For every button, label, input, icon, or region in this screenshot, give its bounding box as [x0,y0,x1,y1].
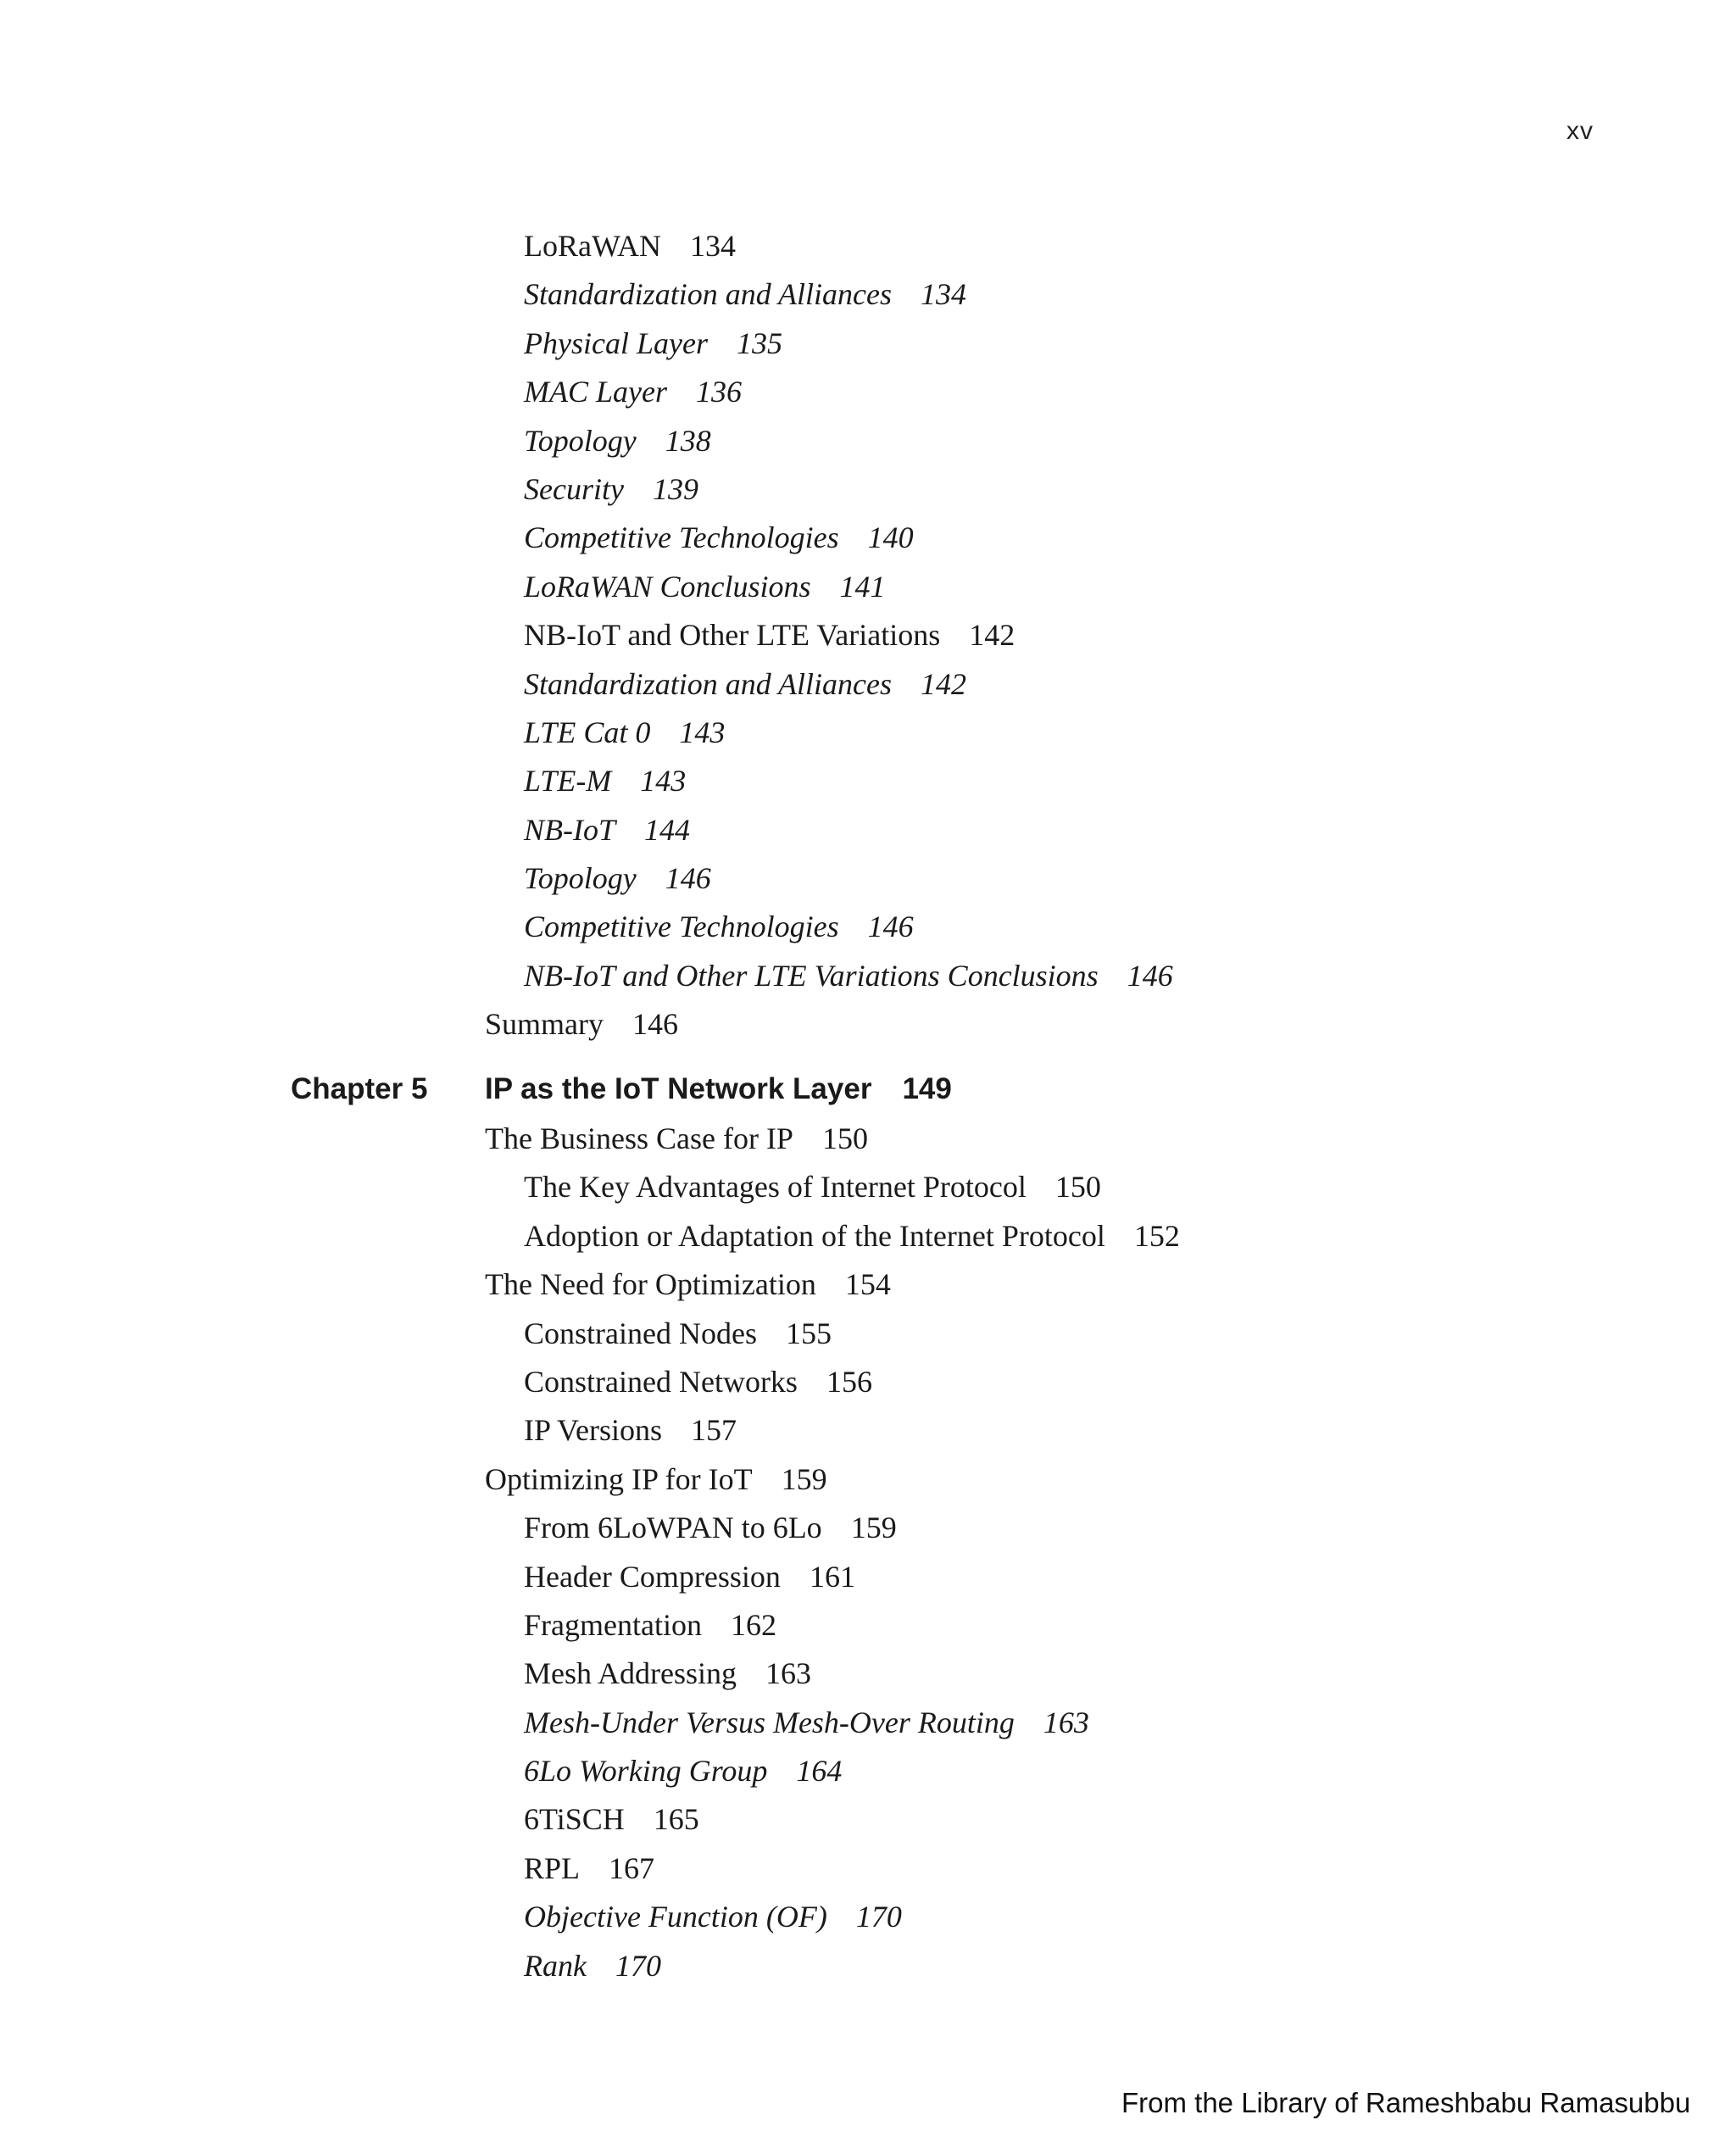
chapter-page-number: 149 [902,1072,952,1105]
toc-entry-page: 156 [826,1364,872,1399]
toc-entry-title: Constrained Nodes [524,1316,757,1350]
toc-entry [0,1000,1736,1049]
toc-entry [0,1747,1736,1795]
toc-entry-page: 134 [921,277,967,312]
toc-entry [0,1260,1736,1309]
toc-entry-title: The Key Advantages of Internet Protocol [524,1170,1027,1205]
toc-entry [0,1942,1736,1990]
toc-entry-title: IP Versions [524,1413,663,1448]
toc-entry [0,1699,1736,1747]
toc-entry-title: Standardization and Alliances [524,666,893,701]
toc-entry-page: 150 [1054,1170,1101,1205]
toc-entry-title: Mesh Addressing [524,1656,737,1691]
toc-entry [0,1358,1736,1406]
toc-entry-title: Security [524,471,624,506]
toc-entry-title: Fragmentation [524,1607,702,1642]
toc-entry-page: 162 [730,1607,776,1642]
chapter-title: IP as the IoT Network Layer [485,1072,872,1105]
chapter-heading [0,1064,1736,1115]
toc-entry [0,1310,1736,1358]
toc-entry [0,320,1736,368]
toc-entry-page: 144 [644,812,690,847]
toc-entry-page: 139 [652,471,698,506]
toc-entry-title: Constrained Networks [524,1364,798,1399]
toc-entry-page: 152 [1133,1218,1180,1253]
toc-entry-page: 142 [969,618,1015,653]
toc-entry-page: 164 [796,1754,843,1789]
toc-entry-title: Standardization and Alliances [524,277,893,312]
toc-entry [0,1553,1736,1601]
toc-entry-title: LTE-M [524,764,612,799]
toc-entry-title: 6TiSCH [524,1802,625,1837]
toc-entry [0,1845,1736,1893]
toc-entry-page: 146 [1127,958,1173,993]
toc-entry [0,1650,1736,1698]
toc-entry-page: 146 [632,1007,678,1042]
toc-entry-title: Adoption or Adaptation of the Internet Protocol [524,1218,1105,1253]
toc-entry-page: 138 [665,423,711,458]
toc-entry-title: The Need for Optimization [485,1267,816,1302]
toc-entry-title: MAC Layer [524,375,667,409]
toc-entry [0,1795,1736,1844]
toc-entry [0,222,1736,270]
toc-entry-page: 136 [695,375,742,409]
toc-entry [0,806,1736,854]
toc-entry [0,465,1736,514]
toc-entry-title: Topology [524,861,637,896]
toc-entry-page: 157 [691,1413,737,1448]
toc-entry-page: 163 [765,1656,811,1691]
toc-entry-page: 167 [609,1850,655,1885]
toc-entry [0,1455,1736,1504]
toc-entry-title: LTE Cat 0 [524,715,651,749]
toc-entry-title: Optimizing IP for IoT [485,1461,753,1496]
toc-entry-title: NB-IoT and Other LTE Variations Conclusions [524,958,1099,993]
toc-entry-page: 170 [855,1900,902,1934]
chapter-title-line [485,1064,952,1115]
toc-entry-page: 155 [785,1316,832,1350]
page-number: xv [1566,117,1594,145]
library-footer: From the Library of Rameshbabu Ramasubbu [1121,2087,1691,2118]
toc-entry [0,611,1736,659]
toc-entry-page: 146 [867,910,914,944]
toc-entry-title: NB-IoT and Other LTE Variations [524,618,941,653]
toc-entry [0,368,1736,416]
toc-entry-page: 140 [867,520,914,555]
toc-entry-page: 154 [844,1267,891,1302]
toc-entry-title: Competitive Technologies [524,520,839,555]
toc-entry [0,1212,1736,1260]
toc-entry [0,660,1736,709]
toc-entry-title: Physical Layer [524,326,708,360]
toc-entry-page: 143 [679,715,726,749]
toc-entry-page: 163 [1043,1705,1089,1739]
toc-entry [0,1406,1736,1455]
toc-entry-page: 135 [736,326,782,360]
toc-entry-page: 142 [921,666,967,701]
toc-entry [0,417,1736,465]
toc-entry-title: RPL [524,1850,581,1885]
toc-entry-page: 150 [821,1121,868,1155]
toc-entry [0,709,1736,757]
toc-entry [0,270,1736,319]
chapter-entries [0,1115,1736,1990]
toc-entry [0,563,1736,611]
toc-entry-title: LoRaWAN [524,229,661,263]
toc-entry-title: Header Compression [524,1559,781,1594]
toc-entry-page: 159 [781,1461,827,1496]
toc-entry-page: 134 [689,229,736,263]
toc-entry-title: 6Lo Working Group [524,1754,768,1789]
toc-entry [0,1601,1736,1650]
toc-entry-title: NB-IoT [524,812,615,847]
toc-entry-title: Competitive Technologies [524,910,839,944]
toc-entry-title: The Business Case for IP [485,1121,793,1155]
toc-entry-page: 146 [665,861,711,896]
toc-entry [0,1115,1736,1163]
toc-entry [0,1893,1736,1941]
toc-entry [0,952,1736,1000]
toc-entry-page: 159 [850,1511,897,1545]
toc-entry-page: 143 [640,764,687,799]
toc-entry-title: Mesh-Under Versus Mesh-Over Routing [524,1705,1015,1739]
toc-entry-page: 141 [839,569,886,604]
toc-entry-page: 161 [809,1559,855,1594]
toc-entry [0,854,1736,903]
toc-entry-page: 170 [615,1948,661,1983]
toc-entry [0,757,1736,805]
toc-entry-title: Objective Function (OF) [524,1900,827,1934]
toc-chapter-5 [0,1064,1736,1990]
toc-entry-title: Topology [524,423,637,458]
chapter-label: Chapter 5 [291,1072,428,1105]
toc-entry [0,1504,1736,1552]
toc-section-continued [0,222,1736,1049]
toc-entry-title: From 6LoWPAN to 6Lo [524,1511,822,1545]
toc-entry-title: LoRaWAN Conclusions [524,569,811,604]
toc-entry-page: 165 [653,1802,699,1837]
toc-entry [0,1163,1736,1211]
toc-entry [0,514,1736,562]
toc-entry-title: Rank [524,1948,587,1983]
toc-entry-title: Summary [485,1007,604,1042]
toc-entry [0,903,1736,951]
